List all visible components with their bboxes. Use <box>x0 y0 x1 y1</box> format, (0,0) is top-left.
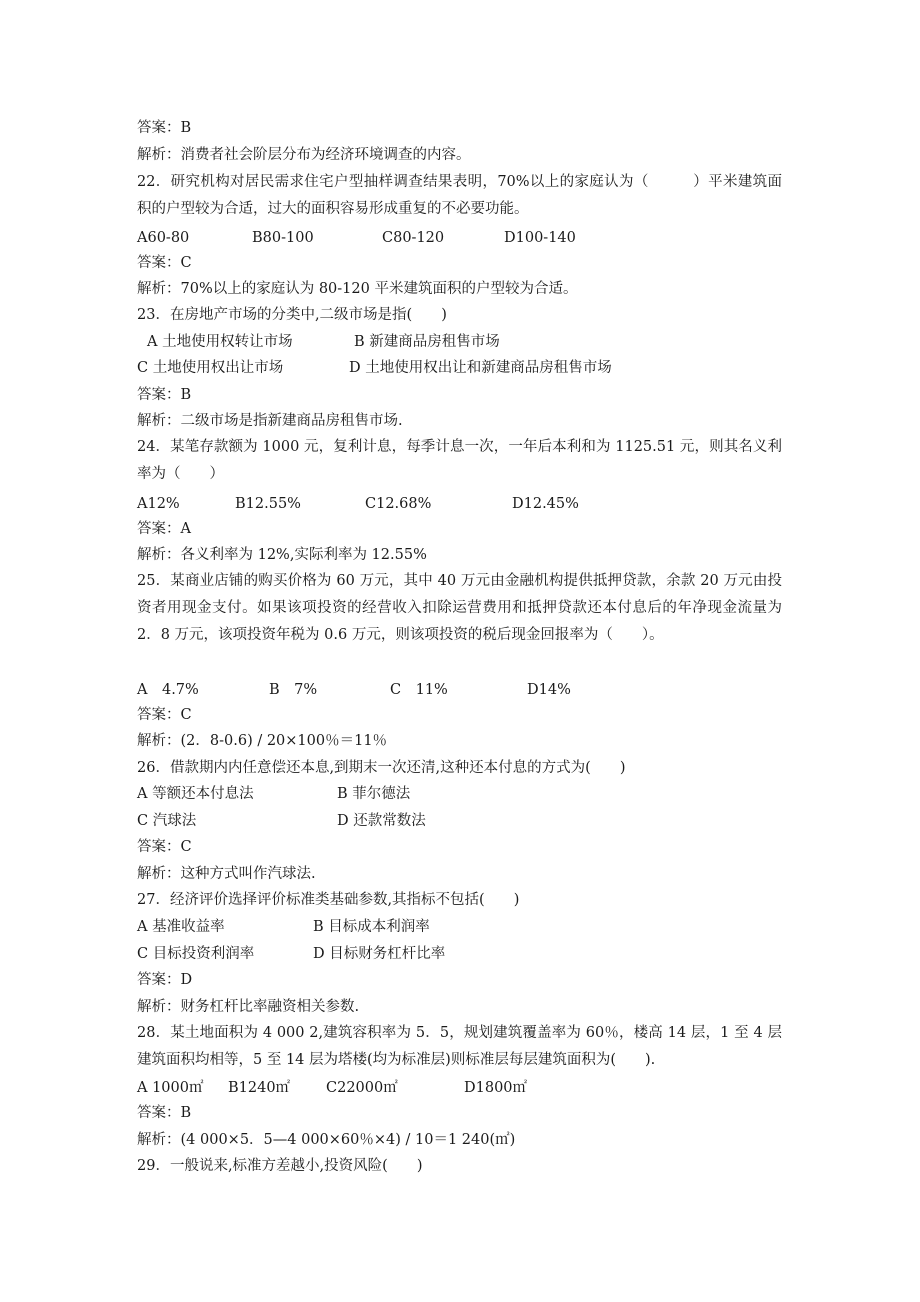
answer-22: 答案：C <box>137 255 192 271</box>
analysis-21: 解析：消费者社会阶层分布为经济环境调查的内容。 <box>137 147 471 163</box>
option-d: D 还款常数法 <box>337 813 426 829</box>
option-b: B 新建商品房租售市场 <box>354 334 500 350</box>
answer-26: 答案：C <box>137 839 192 855</box>
answer-25: 答案：C <box>137 707 192 723</box>
analysis-25: 解析：(2．8-0.6) / 20×100％＝11％ <box>137 733 388 749</box>
option-d: D12.45% <box>512 496 579 512</box>
option-d: D 目标财务杠杆比率 <box>313 946 446 962</box>
option-c: C 11% <box>390 682 448 698</box>
question-27: 27．经济评价选择评价标准类基础参数,其指标不包括( ) <box>137 892 520 908</box>
analysis-26: 解析：这种方式叫作汽球法. <box>137 866 316 882</box>
option-b: B80-100 <box>252 230 314 246</box>
option-a: A12% <box>137 496 180 512</box>
question-26: 26．借款期内内任意偿还本息,到期末一次还清,这种还本付息的方式为( ) <box>137 760 626 776</box>
option-a: A60-80 <box>137 230 190 246</box>
option-b: B 菲尔德法 <box>337 786 411 802</box>
answer-21: 答案：B <box>137 120 192 136</box>
option-c: C 土地使用权出让市场 <box>137 360 284 376</box>
option-d: D14% <box>527 682 571 698</box>
analysis-27: 解析：财务杠杆比率融资相关参数. <box>137 999 360 1015</box>
option-c: C22000㎡ <box>326 1080 398 1096</box>
option-b: B12.55% <box>235 496 301 512</box>
answer-24: 答案：A <box>137 521 191 537</box>
question-22: 22．研究机构对居民需求住宅户型抽样调查结果表明，70%以上的家庭认为（ ）平米建筑面积的户型较为合适，过大的面积容易形成重复的不必要功能。 <box>137 174 782 217</box>
question-23: 23．在房地产市场的分类中,二级市场是指( ) <box>137 307 447 323</box>
answer-27: 答案：D <box>137 972 193 988</box>
question-25: 25．某商业店铺的购买价格为 60 万元，其中 40 万元由金融机构提供抵押贷款，余款 20 万元由投资者用现金支付。如果该项投资的经营收入扣除运营费用和抵押贷款还本付息后的年净现金流量为 2．8 万元，该项投资年税为 0.6 万元，则该项投资的税后现金回报率为（ ）。 <box>137 573 782 643</box>
option-b: B1240㎡ <box>228 1080 291 1096</box>
question-28: 28．某土地面积为 4 000 2,建筑容积率为 5．5，规划建筑覆盖率为 60％，楼高 14 层，1 至 4 层建筑面积均相等，5 至 14 层为塔楼(均为标准层)则标准层每层建筑面积为( ). <box>137 1025 782 1068</box>
option-b: B 7% <box>269 682 318 698</box>
analysis-22: 解析：70%以上的家庭认为 80-120 平米建筑面积的户型较为合适。 <box>137 281 578 297</box>
option-a: A 等额还本付息法 <box>137 786 254 802</box>
option-c: C12.68% <box>365 496 432 512</box>
option-d: D1800㎡ <box>464 1080 528 1096</box>
option-c: C80-120 <box>382 230 445 246</box>
option-a: A 1000㎡ <box>137 1080 204 1096</box>
question-24: 24．某笔存款额为 1000 元，复利计息，每季计息一次，一年后本利和为 1125.51 元，则其名义利率为（ ） <box>137 439 782 482</box>
option-b: B 目标成本利润率 <box>313 919 430 935</box>
answer-23: 答案：B <box>137 387 192 403</box>
option-d: D 土地使用权出让和新建商品房租售市场 <box>349 360 612 376</box>
option-d: D100-140 <box>504 230 576 246</box>
option-a: A 土地使用权转让市场 <box>147 334 293 350</box>
analysis-23: 解析：二级市场是指新建商品房租售市场. <box>137 413 403 429</box>
option-a: A 4.7% <box>137 682 199 698</box>
option-a: A 基准收益率 <box>137 919 225 935</box>
answer-28: 答案：B <box>137 1105 192 1121</box>
analysis-28: 解析：(4 000×5．5—4 000×60％×4) / 10＝1 240(㎡) <box>137 1132 516 1148</box>
analysis-24: 解析：各义利率为 12%,实际利率为 12.55% <box>137 547 427 563</box>
option-c: C 汽球法 <box>137 813 197 829</box>
question-29: 29．一般说来,标准方差越小,投资风险( ) <box>137 1158 423 1174</box>
option-c: C 目标投资利润率 <box>137 946 255 962</box>
